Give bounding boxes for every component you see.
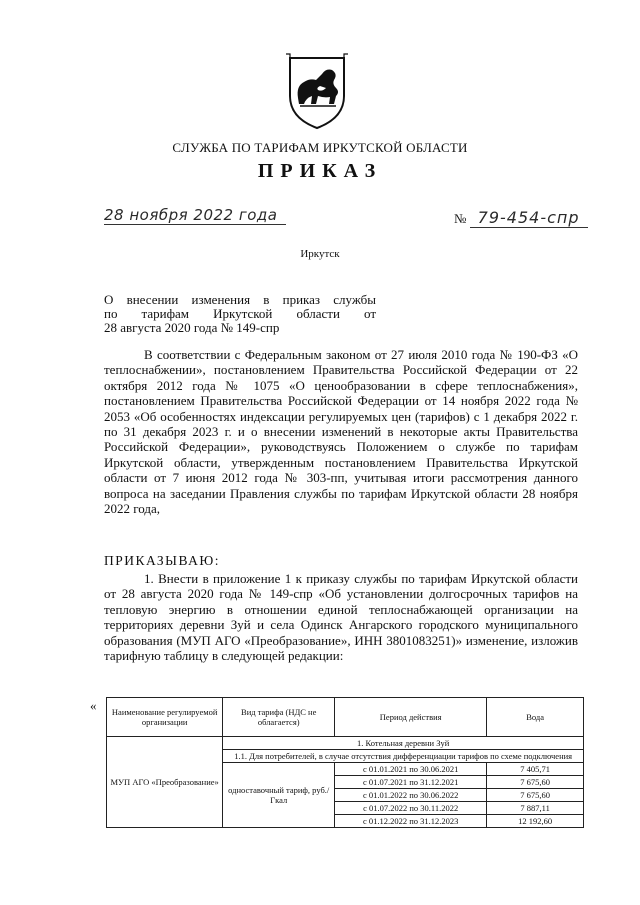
header-tariff-type: Вид тарифа (НДС не облагается) xyxy=(223,698,335,737)
value-cell: 7 675,60 xyxy=(487,789,584,802)
item-1-paragraph xyxy=(104,571,578,663)
table-header-row xyxy=(107,698,584,737)
subject-line-2: по тарифам Иркутской области от xyxy=(104,306,376,321)
subject-line-1: О внесении изменения в приказ службы xyxy=(104,292,376,307)
section-title: 1. Котельная деревни Зуй xyxy=(223,737,584,750)
order-number xyxy=(454,208,588,227)
tariff-table xyxy=(106,697,584,828)
number-sign: № xyxy=(454,211,467,226)
order-subject xyxy=(104,293,376,335)
header-water: Вода xyxy=(487,698,584,737)
handwritten-date: 28 ноября 2022 года xyxy=(104,206,286,225)
city-name: Иркутск xyxy=(300,248,340,260)
document-title: ПРИКАЗ xyxy=(257,160,383,182)
period-cell: с 01.12.2022 по 31.12.2023 xyxy=(335,815,487,828)
opening-quote: « xyxy=(90,698,97,713)
coat-of-arms-emblem xyxy=(282,52,352,132)
preamble-text: В соответствии с Федеральным законом от 27 июля 2010 года № 190-ФЗ «О теплоснабжении», постановлением Правительства Российской Федерации от 22 октября 2012 года № 1075 «О ценообразовании в сфере теплоснабжения», постановлением Правительства Российской Федерации от 14 ноября 2022 года № 2053 «Об особенностях индексации регулируемых цен (тарифов) с 1 декабря 2022 г. по 31 декабря 2023 г. и о внесении изменений в некоторые акты Правительства Российской Федерации», руководствуясь Положением о службе по тарифам Иркутской области, утвержденным постановлением Правительства Иркутской области от 7 июня 2012 года № 303-пп, учитывая итоги рассмотрения данного вопроса на заседании Правления службы по тарифам Иркутской области 28 ноября 2022 года, xyxy=(104,347,578,517)
table-row xyxy=(107,737,584,750)
value-cell: 7 675,60 xyxy=(487,776,584,789)
decree-word: ПРИКАЗЫВАЮ: xyxy=(104,553,220,568)
subject-line-3: 28 августа 2020 года № 149-спр xyxy=(104,320,280,335)
tariff-type-cell: одноставочный тариф, руб./Гкал xyxy=(223,763,335,828)
period-cell: с 01.07.2021 по 31.12.2021 xyxy=(335,776,487,789)
period-cell: с 01.01.2021 по 30.06.2021 xyxy=(335,763,487,776)
value-cell: 7 405,71 xyxy=(487,763,584,776)
organization-name: СЛУЖБА ПО ТАРИФАМ ИРКУТСКОЙ ОБЛАСТИ xyxy=(172,140,468,155)
handwritten-number: 79-454-спр xyxy=(470,208,588,228)
value-cell: 7 887,11 xyxy=(487,802,584,815)
item-1-text: 1. Внести в приложение 1 к приказу службы по тарифам Иркутской области от 28 августа 2020 года № 149-спр «Об установлении долгосрочных тарифов на тепловую энергию в отношении единой теплоснабжающей организации на территориях деревни Зуй и села Одинск Ангарского городского муниципального образования (МУП АГО «Преобразование», ИНН 3801083251)» изменение, изложив тарифную таблицу в следующей редакции: xyxy=(104,571,578,664)
header-organization: Наименование регулируемой организации xyxy=(107,698,223,737)
value-cell: 12 192,60 xyxy=(487,815,584,828)
period-cell: с 01.01.2022 по 30.06.2022 xyxy=(335,789,487,802)
subsection-title: 1.1. Для потребителей, в случае отсутствия дифференциации тарифов по схеме подключения xyxy=(223,750,584,763)
organization-cell: МУП АГО «Преобразование» xyxy=(107,737,223,828)
header-period: Период действия xyxy=(335,698,487,737)
period-cell: с 01.07.2022 по 30.11.2022 xyxy=(335,802,487,815)
preamble-paragraph xyxy=(104,347,578,516)
